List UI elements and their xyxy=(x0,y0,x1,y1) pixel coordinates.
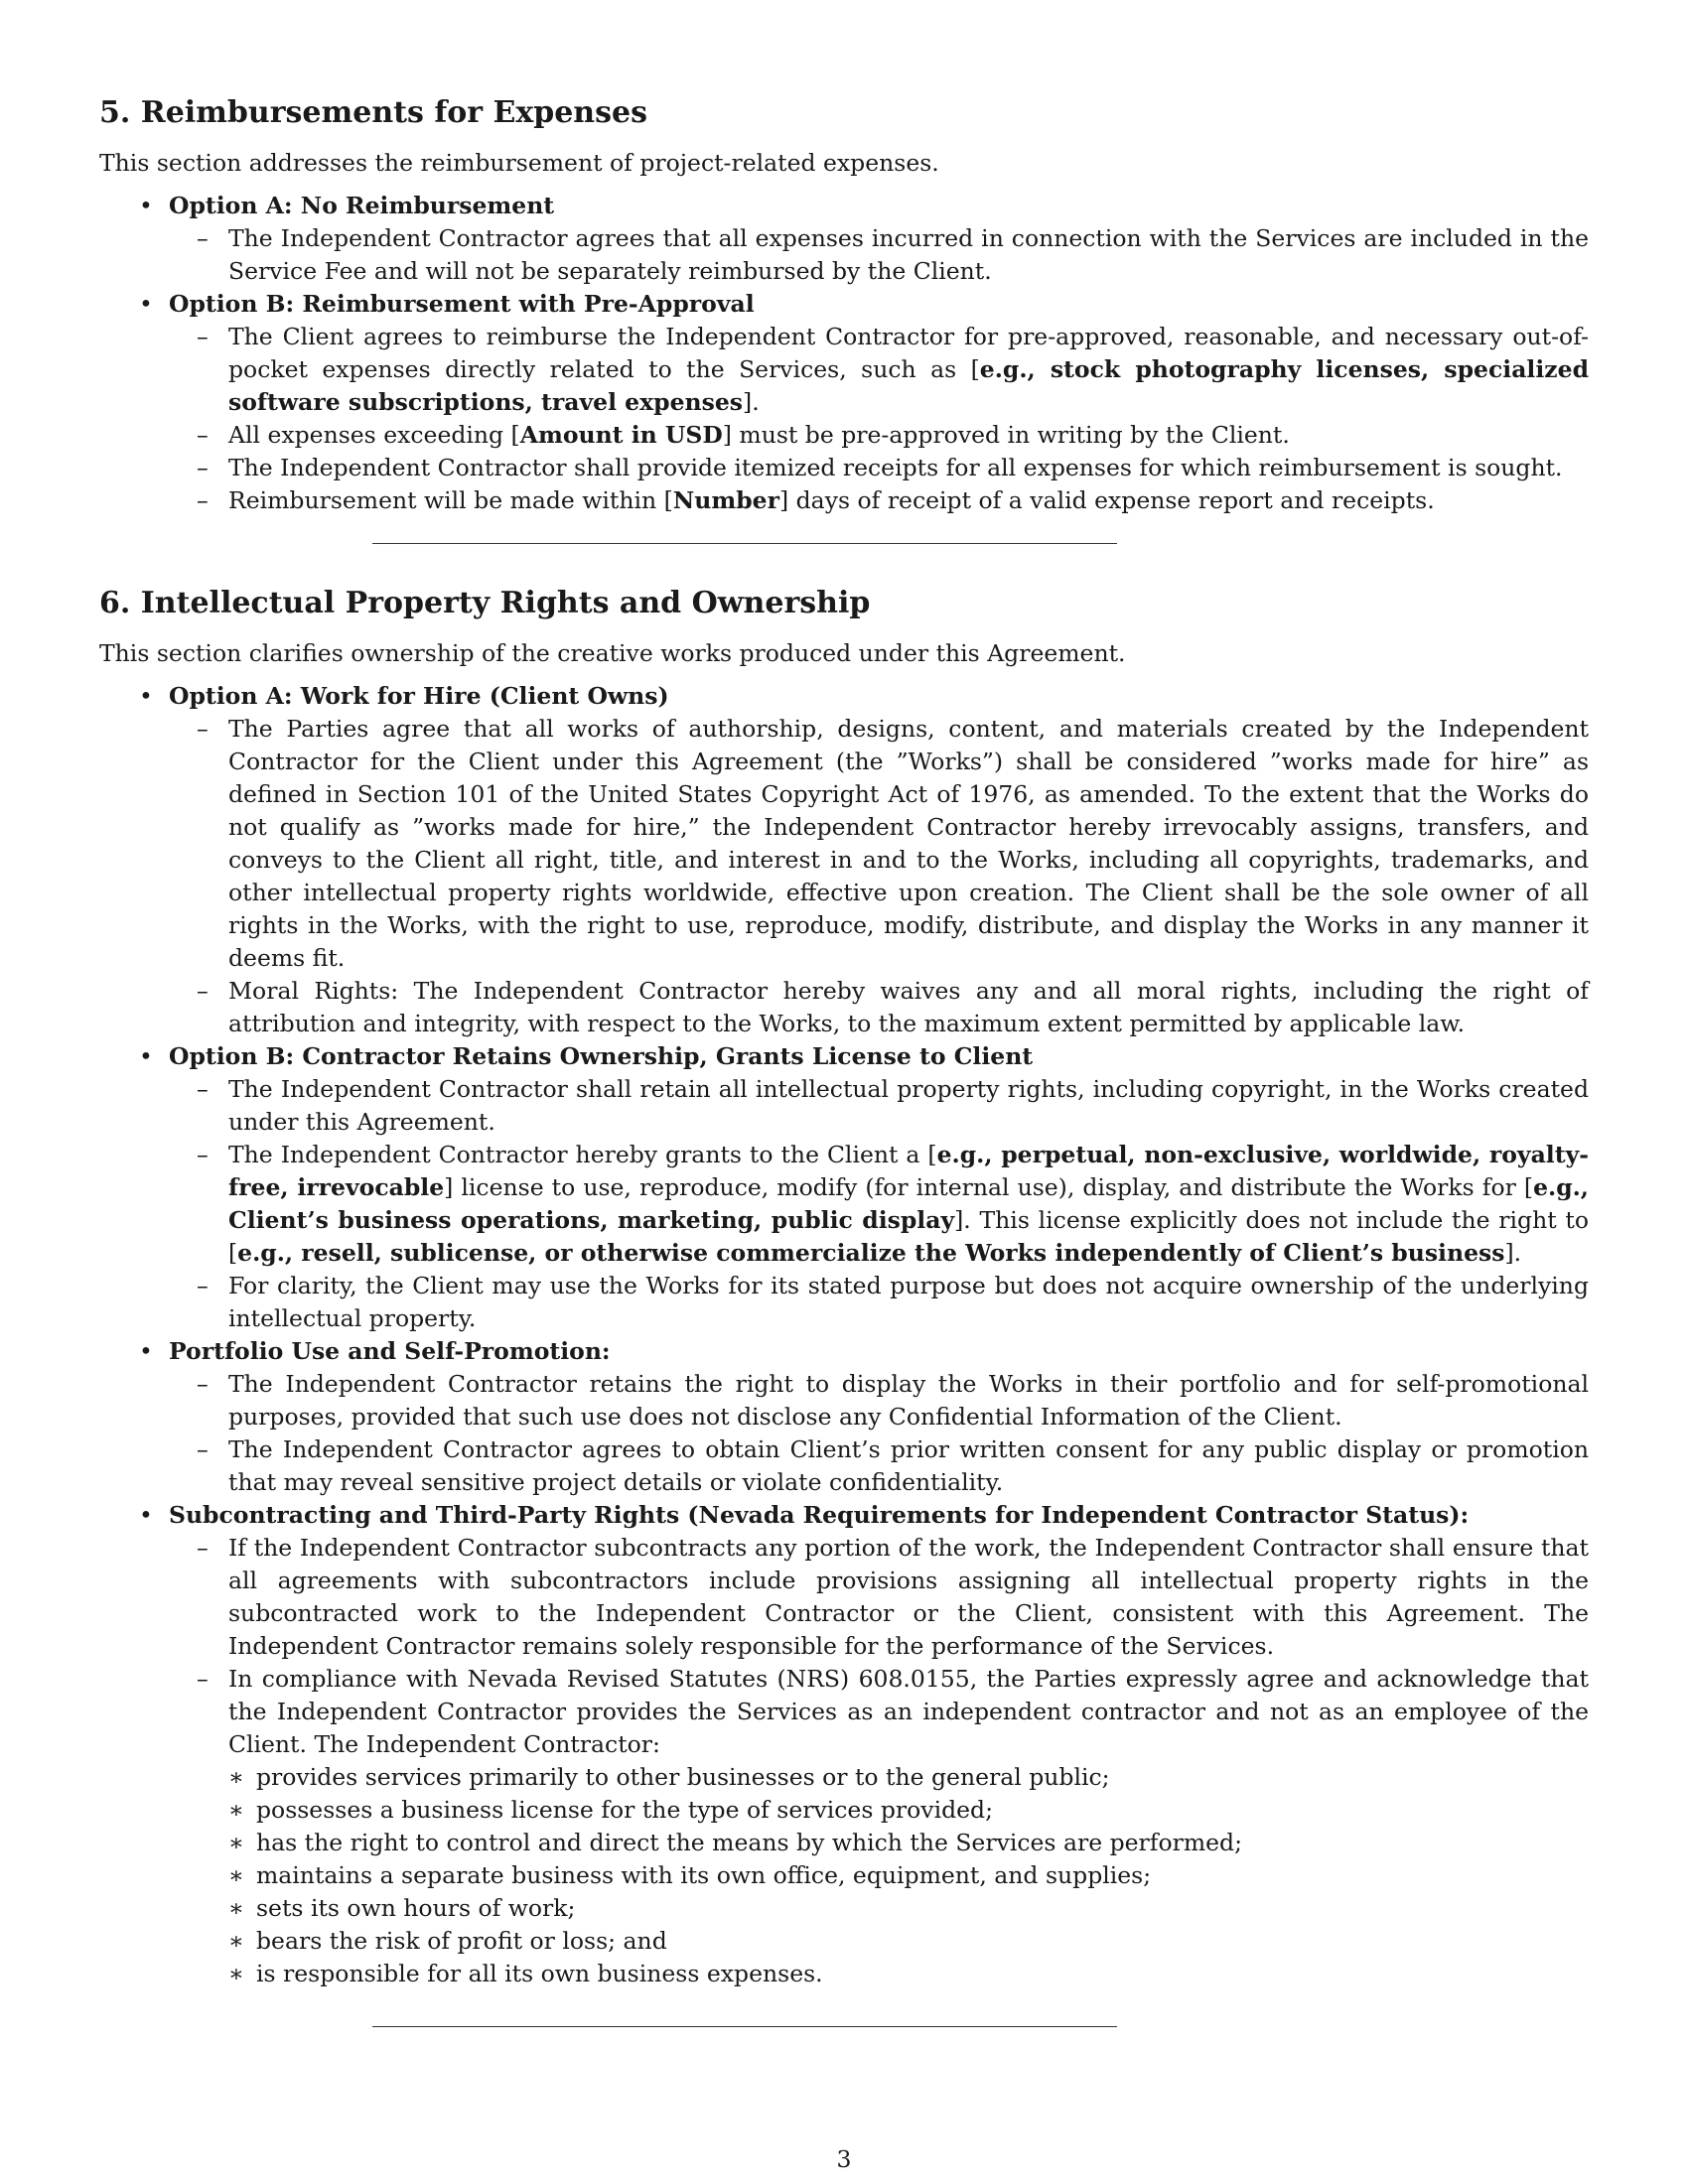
portfolio-title: Portfolio Use and Self-Promotion: xyxy=(169,1337,611,1365)
dash-icon: – xyxy=(197,1141,209,1168)
bullet-icon: • xyxy=(139,1042,153,1070)
list-item: ∗ sets its own hours of work; xyxy=(228,1892,1589,1925)
section-5-heading: 5. Reimbursements for Expenses xyxy=(99,95,647,130)
bullet-icon: • xyxy=(139,682,153,710)
subcontracting-title: Subcontracting and Third-Party Rights (Nevada Requirements for Independent Contractor Status): xyxy=(169,1501,1470,1529)
option-b-title: Option B: Contractor Retains Ownership, Grants License to Client xyxy=(169,1042,1034,1070)
section-6-options xyxy=(99,680,1589,1990)
list-item: ∗ is responsible for all its own business expenses. xyxy=(228,1958,1589,1990)
option-a-item xyxy=(99,680,1589,1040)
list-item: ∗ provides services primarily to other businesses or to the general public; xyxy=(228,1761,1589,1794)
list-item: ∗ bears the risk of profit or loss; and xyxy=(228,1925,1589,1958)
list-item: – All expenses exceeding [Amount in USD] must be pre-approved in writing by the Client. xyxy=(169,419,1589,452)
dash-icon: – xyxy=(197,1272,209,1299)
asterisk-icon: ∗ xyxy=(228,1829,244,1856)
list-item: – For clarity, the Client may use the Works for its stated purpose but does not acquire ownership of the underlying intellectual property. xyxy=(197,1272,1589,1332)
section-5-options xyxy=(99,190,1589,517)
list-item: – Reimbursement will be made within [Number] days of receipt of a valid expense report and receipts. xyxy=(169,484,1589,517)
dash-icon: – xyxy=(197,1534,209,1562)
subcontracting-item xyxy=(99,1499,1589,1990)
section-6-heading: 6. Intellectual Property Rights and Ownership xyxy=(99,586,871,620)
asterisk-icon: ∗ xyxy=(228,1763,244,1791)
section-divider xyxy=(372,2026,1117,2027)
bullet-icon: • xyxy=(139,290,153,318)
dash-icon: – xyxy=(197,224,209,252)
asterisk-icon: ∗ xyxy=(228,1894,244,1922)
dash-icon: – xyxy=(197,715,209,743)
option-a-title: Option A: No Reimbursement xyxy=(169,192,555,219)
bullet-icon: • xyxy=(139,192,153,219)
dash-icon: – xyxy=(197,1075,209,1103)
list-item: ∗ possesses a business license for the type of services provided; xyxy=(228,1794,1589,1827)
asterisk-icon: ∗ xyxy=(228,1861,244,1889)
list-item: – The Independent Contractor hereby grants to the Client a [e.g., perpetual, non-exclusive, worldwide, royalty-free, irrevocable] license to use, reproduce, modify (for internal use), display, and distribute the Works for [e.g., Client’s business operations, marketing, public display]. This license explicitly does not include the right to [e.g., resell, sublicense, or otherwise commercialize the Works independently of Client’s business]. xyxy=(197,1141,1589,1267)
dash-icon: – xyxy=(197,1435,209,1463)
dash-icon: – xyxy=(197,1370,209,1398)
nrs-criteria-list xyxy=(228,1761,1589,1990)
list-item: – The Parties agree that all works of authorship, designs, content, and materials created by the Independent Contractor for the Client under this Agreement (the ”Works”) shall be considered ”works made for hire” as defined in Section 101 of the United States Copyright Act of 1976, as amended. To the extent that the Works do not qualify as ”works made for hire,” the Independent Contractor hereby irrevocably assigns, transfers, and conveys to the Client all right, title, and interest in and to the Works, including all copyrights, trademarks, and other intellectual property rights worldwide, effective upon creation. The Client shall be the sole owner of all rights in the Works, with the right to use, reproduce, modify, distribute, and display the Works in any manner it deems fit. xyxy=(197,715,1589,972)
list-item: – The Independent Contractor shall provide itemized receipts for all expenses for which reimbursement is sought. xyxy=(169,452,1589,484)
list-item: – In compliance with Nevada Revised Statutes (NRS) 608.0155, the Parties expressly agree and acknowledge that the Independent Contractor provides the Services as an independent contractor and not as an employee of the Client. The Independent Contractor: ∗ provides services primarily to other businesses or to the general public; ∗ possesses a business license for the type of services provided; ∗ has the right to control and direct the means by which the Services are performed; ∗ maintains a separate business with its own office, equipment, and supplies; ∗ sets its own hours of work; ∗ bears the risk of profit or loss; and ∗ is responsible for all its own business expenses. xyxy=(169,1663,1589,1990)
asterisk-icon: ∗ xyxy=(228,1960,244,1987)
bullet-icon: • xyxy=(139,1501,153,1529)
dash-icon: – xyxy=(197,454,209,481)
list-item: – The Independent Contractor agrees that all expenses incurred in connection with the Services are included in the Service Fee and will not be separately reimbursed by the Client. xyxy=(197,224,1589,285)
section-divider xyxy=(372,543,1117,544)
dash-icon: – xyxy=(197,1665,209,1693)
page-number: 3 xyxy=(836,2145,852,2173)
section-5-intro: This section addresses the reimbursement of project-related expenses. xyxy=(99,149,939,177)
option-b-item xyxy=(99,1040,1589,1335)
asterisk-icon: ∗ xyxy=(228,1927,244,1955)
asterisk-icon: ∗ xyxy=(228,1796,244,1824)
option-b-title: Option B: Reimbursement with Pre-Approval xyxy=(169,290,755,318)
dash-icon: – xyxy=(197,486,209,514)
dash-icon: – xyxy=(197,421,209,449)
list-item: – The Independent Contractor retains the right to display the Works in their portfolio and for self-promotional purposes, provided that such use does not disclose any Confidential Information of the Client. xyxy=(197,1370,1589,1431)
list-item: – Moral Rights: The Independent Contractor hereby waives any and all moral rights, including the right of attribution and integrity, with respect to the Works, to the maximum extent permitted by applicable law. xyxy=(197,977,1589,1037)
list-item: – The Independent Contractor shall retain all intellectual property rights, including copyright, in the Works created under this Agreement. xyxy=(197,1075,1589,1136)
bullet-icon: • xyxy=(139,1337,153,1365)
list-item: – The Client agrees to reimburse the Independent Contractor for pre-approved, reasonable, and necessary out-of-pocket expenses directly related to the Services, such as [e.g., stock photography licenses, specialized software subscriptions, travel expenses]. xyxy=(197,323,1590,416)
list-item: – If the Independent Contractor subcontracts any portion of the work, the Independent Contractor shall ensure that all agreements with subcontractors include provisions assigning all intellectual property rights in the subcontracted work to the Independent Contractor or the Client, consistent with this Agreement. The Independent Contractor remains solely responsible for the performance of the Services. xyxy=(197,1534,1589,1660)
list-item: ∗ has the right to control and direct the means by which the Services are performed; xyxy=(228,1827,1589,1859)
option-a-item xyxy=(99,190,1589,288)
option-b-item xyxy=(99,288,1589,517)
dash-icon: – xyxy=(197,323,209,350)
dash-icon: – xyxy=(197,977,209,1005)
portfolio-item xyxy=(99,1335,1589,1499)
document-body xyxy=(99,95,1589,2027)
list-item: ∗ maintains a separate business with its own office, equipment, and supplies; xyxy=(228,1859,1589,1892)
option-a-title: Option A: Work for Hire (Client Owns) xyxy=(169,682,669,710)
list-item: – The Independent Contractor agrees to obtain Client’s prior written consent for any public display or promotion that may reveal sensitive project details or violate confidentiality. xyxy=(197,1435,1589,1496)
section-6-intro: This section clarifies ownership of the creative works produced under this Agreement. xyxy=(99,639,1126,667)
